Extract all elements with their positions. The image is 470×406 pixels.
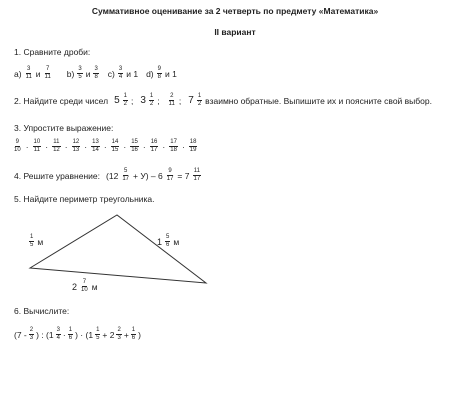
fraction: $\frac{3}{4}$ xyxy=(118,66,123,80)
fraction: $\frac{1}{6}$ xyxy=(68,327,73,341)
expr-part: + xyxy=(123,329,129,340)
fraction: $\frac{2}{11}$ xyxy=(168,93,175,107)
triangle-side-left-label xyxy=(28,234,43,249)
separator: ; xyxy=(130,95,134,106)
mixed-number-whole: 5 xyxy=(114,95,120,106)
and-text: и xyxy=(85,68,91,79)
variant-label: II вариант xyxy=(214,27,256,37)
fraction: $\frac{9}{10}$ xyxy=(14,139,21,153)
fraction: $\frac{3}{4}$ xyxy=(56,327,60,341)
equation-part: (12 xyxy=(106,170,119,181)
unit-text: м xyxy=(37,236,44,247)
expr-part: ) : (1 xyxy=(36,329,54,340)
expr-part: + 2 xyxy=(102,329,115,340)
task4-heading: 4. Решите уравнение: xyxy=(14,170,101,181)
expr-part: (7 - xyxy=(14,329,27,340)
fraction: $\frac{9}{17}$ xyxy=(166,168,174,182)
multiply-operator: · xyxy=(142,141,146,152)
fraction: $\frac{16}{17}$ xyxy=(150,139,158,153)
fraction: $\frac{7}{10}$ xyxy=(81,279,88,293)
fraction: $\frac{15}{16}$ xyxy=(131,139,138,153)
fraction: $\frac{2}{3}$ xyxy=(29,327,34,341)
fraction: $\frac{1}{2}$ xyxy=(149,93,154,107)
unit-text: м xyxy=(173,236,180,247)
fraction: $\frac{1}{2}$ xyxy=(123,93,127,107)
task3-heading: 3. Упростите выражение: xyxy=(14,123,114,133)
task2-tail: взаимно обратные. Выпишите их и поясните свой выбор. xyxy=(205,95,432,106)
task1-d-label: d) xyxy=(146,68,154,79)
fraction: $\frac{5}{6}$ xyxy=(166,234,170,248)
fraction: $\frac{1}{5}$ xyxy=(96,327,100,341)
separator: ; xyxy=(157,95,160,106)
expr-part: · xyxy=(62,329,66,340)
fraction: $\frac{1}{5}$ xyxy=(30,234,34,248)
triangle-shape xyxy=(30,215,206,283)
mixed-number-whole: 7 xyxy=(188,95,194,106)
fraction: $\frac{12}{13}$ xyxy=(72,139,80,153)
fraction: $\frac{7}{11}$ xyxy=(44,66,51,80)
fraction: $\frac{10}{11}$ xyxy=(33,139,41,153)
expr-part: ) xyxy=(138,329,141,340)
page-title: Суммативное оценивание за 2 четверть по предмету «Математика» xyxy=(91,6,379,16)
multiply-operator: · xyxy=(64,141,68,152)
multiply-operator: · xyxy=(181,141,185,152)
task1-a-label: a) xyxy=(14,68,22,79)
triangle-side-bottom-label xyxy=(72,279,98,294)
unit-text: м xyxy=(91,281,98,292)
and-text: и xyxy=(35,68,41,79)
task1-heading: 1. Сравните дроби: xyxy=(14,47,91,57)
multiply-operator: · xyxy=(162,141,166,152)
multiply-operator: · xyxy=(45,141,49,152)
compare-text: и 1 xyxy=(126,68,139,79)
expr-part: ) · (1 xyxy=(75,329,94,340)
equation-part: = 7 xyxy=(177,170,190,181)
task2-heading: 2. Найдите среди чисел xyxy=(14,95,109,106)
fraction: $\frac{13}{14}$ xyxy=(92,139,99,153)
fraction: $\frac{2}{3}$ xyxy=(117,327,121,341)
fraction: $\frac{1}{6}$ xyxy=(131,327,136,341)
task1-b-label: b) xyxy=(66,68,75,79)
fraction: $\frac{3}{8}$ xyxy=(94,66,98,80)
multiply-operator: · xyxy=(103,141,107,152)
task5-heading: 5. Найдите периметр треугольника. xyxy=(14,194,155,204)
fraction: $\frac{14}{15}$ xyxy=(111,139,119,153)
mixed-number-whole: 3 xyxy=(140,95,146,106)
multiply-operator: · xyxy=(123,141,127,152)
fraction: $\frac{17}{18}$ xyxy=(170,139,177,153)
triangle-side-right-label xyxy=(157,234,179,249)
fraction: $\frac{11}{17}$ xyxy=(193,168,201,182)
mixed-number-whole: 1 xyxy=(157,236,163,247)
fraction: $\frac{9}{8}$ xyxy=(157,66,161,80)
task6-heading: 6. Вычислите: xyxy=(14,306,70,316)
fraction: $\frac{11}{12}$ xyxy=(53,139,60,153)
fraction: $\frac{3}{11}$ xyxy=(25,66,32,80)
fraction: $\frac{18}{19}$ xyxy=(189,139,197,153)
fraction: $\frac{5}{17}$ xyxy=(122,168,129,182)
fraction: $\frac{1}{2}$ xyxy=(197,93,202,107)
multiply-operator: · xyxy=(84,141,88,152)
fraction: $\frac{3}{5}$ xyxy=(78,66,82,80)
separator: ; xyxy=(178,95,182,106)
mixed-number-whole: 2 xyxy=(72,281,78,292)
task1-c-label: c) xyxy=(107,68,115,79)
equation-part: + У) – 6 xyxy=(133,170,163,181)
task6-expression xyxy=(14,327,141,342)
compare-text: и 1 xyxy=(164,68,177,79)
multiply-operator: · xyxy=(25,141,29,152)
